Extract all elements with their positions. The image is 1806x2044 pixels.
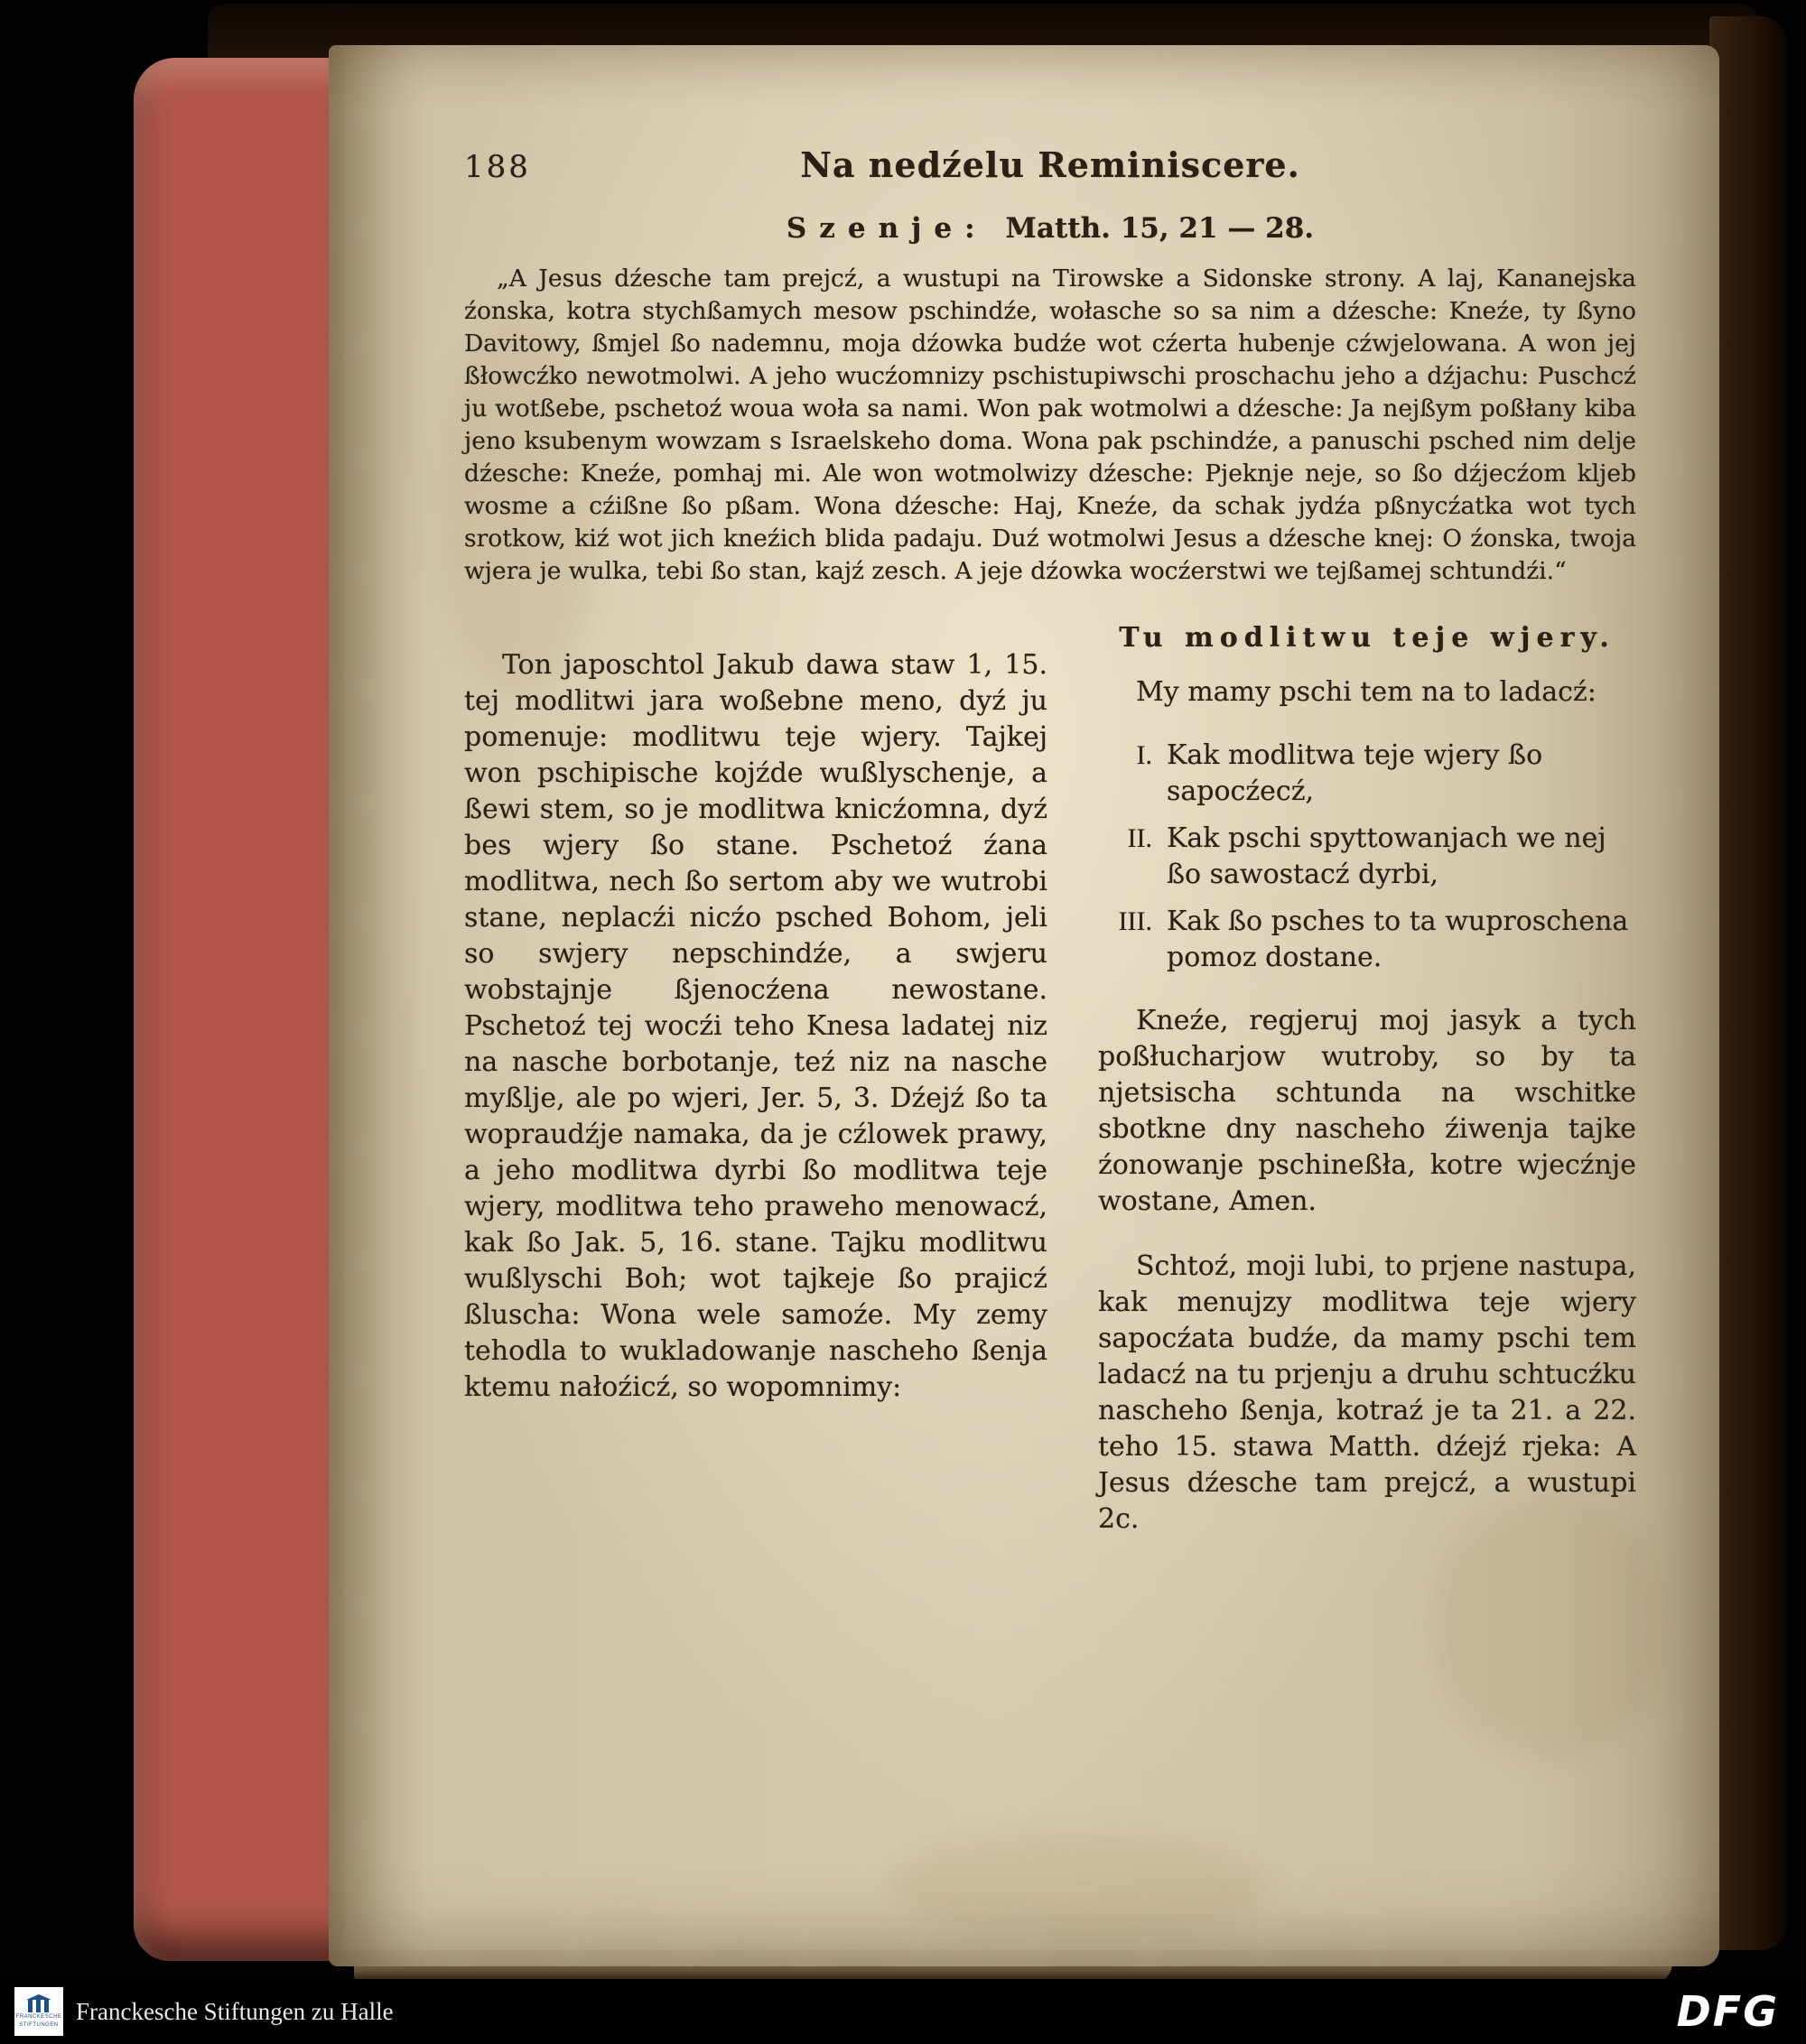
right-column <box>1098 620 1636 1565</box>
book-right-cover <box>1709 16 1787 1950</box>
closing-paragraph: Schtoź, moji lubi, to prjene nastupa, kak menujzy modlitwa teje wjery sapocźata budźe, da mamy pschi tem ladacź na tu prjenju a druhu schtucźku nascheho ßenja, kotraź je ta 21. a 22. teho 15. stawa Matth. dźejź rjeka: A Jesus dźesche tam prejcź, a wustupi 2c. <box>1098 1250 1636 1535</box>
list-item-text: Kak ßo psches to ta wuproschena pomoz dostane. <box>1167 906 1629 973</box>
list-numeral: II. <box>1127 823 1152 853</box>
logo-caption-line1: FRANCKESCHE <box>15 2014 62 2020</box>
book-page <box>329 45 1719 1966</box>
list-item-text: Kak modlitwa teje wjery ßo sapocźecź, <box>1167 739 1543 807</box>
section-reference: Matth. 15, 21 — 28. <box>1005 212 1315 245</box>
page-content <box>464 144 1636 1565</box>
list-numeral: I. <box>1136 740 1152 770</box>
footer-left <box>14 1987 394 2036</box>
list-item <box>1098 738 1636 810</box>
logo-caption-line2: STIFTUNGEN <box>19 2022 59 2028</box>
list-item <box>1098 904 1636 976</box>
institution-name: Franckesche Stiftungen zu Halle <box>76 1997 394 2025</box>
left-column-text: Ton japoschtol Jakub dawa staw 1, 15. tej modlitwi jara woßebne meno, dyź ju pomenuje: modlitwu teje wjery. Tajkej won pschipische kojźde wußlyschenje, a ßewi stem, so je modlitwa knicźomna, dyź bes wjery ßo stane. Pschetoź źana modlitwa, nech ßo sertom aby we wutrobi stane, neplacźi nicźo psched Bohom, jeli so swjery nepschindźe, a swjeru wobstajnje ßjenocźena newostane. Pschetoź tej wocźi teho Knesa ladatej niz na nasche borbotanje, teź niz na nasche myßlje, ale po wjeri, Jer. 5, 3. Dźejź ßo ta wopraudźje namaka, da je cźlowek prawy, a jeho modlitwa dyrbi ßo modlitwa teje wjery, modlitwa teho praweho menowacź, kak ßo Jak. 5, 16. stane. Tajku modlitwu wußlyschi Boh; wot tajkeje ßo prajicź ßluscha: Wona wele samoźe. My zemy tehodla to wukladowanje nascheho ßenja ktemu nałoźicź, so wopomnimy: <box>464 649 1047 1403</box>
list-item <box>1098 821 1636 893</box>
list-item-text: Kak pschi spyttowanjach we nej ßo sawostacź dyrbi, <box>1167 822 1606 890</box>
prayer-paragraph: Kneźe, regjeruj moj jasyk a tych poßłucharjow wutroby, so by ta njetsischa schtunda na wschitke sbotkne dny nascheho źiwenja tajke źonowanje pschineßła, kotre wjecźnje wostane, Amen. <box>1098 1005 1636 1217</box>
right-column-intro: My mamy pschi tem na to ladacź: <box>1136 676 1597 708</box>
franckesche-logo <box>14 1987 63 2036</box>
page-number: 188 <box>464 149 531 185</box>
section-label: Szenje: <box>786 212 988 245</box>
dfg-logo: DFG <box>1676 1987 1779 2036</box>
two-column-body <box>464 620 1636 1565</box>
numbered-list <box>1098 738 1636 976</box>
paper-stain <box>889 1833 1268 1941</box>
right-column-heading: Tu modlitwu teje wjery. <box>1119 622 1615 654</box>
franckesche-emblem-icon <box>26 1994 51 2012</box>
page-header <box>464 144 1636 185</box>
section-title <box>464 212 1636 245</box>
running-header: Na nedźelu Reminiscere. <box>800 144 1300 185</box>
digitization-footer-bar <box>0 1979 1806 2044</box>
gospel-passage: „A Jesus dźesche tam prejcź, a wustupi na Tirowske a Sidonske strony. A laj, Kananejska źonska, kotra stychßamych mesow pschindźe, wołasche so sa nim a dźesche: Kneźe, ty ßyno Davitowy, ßmjel ßo nademnu, moja dźowka budźe wot cźerta hubenje cźwjelowana. A won jej ßłowcźko newotmolwi. A jeho wucźomnizy pschistupiwschi proschachu jeho a dźjachu: Puschcź ju wotßebe, pschetoź woua woła sa nami. Won pak wotmolwi a dźesche: Ja nejßym poßłany kiba jeno ksubenym wowzam s Israelskeho doma. Wona pak pschindźe, a panuschi psched nim delje dźesche: Kneźe, pomhaj mi. Ale won wotmolwizy dźesche: Pjeknje neje, so ßo dźjecźom kljeb wosme a cźißne ßo pßam. Wona dźesche: Haj, Kneźe, da schak jydźa pßnycźatka wot tych srotkow, kiź wot jich kneźich blida padaju. Duź wotmolwi Jesus a dźesche knej: O źonska, twoja wjera je wulka, tebi ßo stan, kajź zesch. A jeje dźowka wocźerstwi we tejßamej schtundźi.“ <box>464 265 1636 585</box>
red-page-edges <box>134 58 361 1961</box>
list-numeral: III. <box>1118 906 1152 936</box>
